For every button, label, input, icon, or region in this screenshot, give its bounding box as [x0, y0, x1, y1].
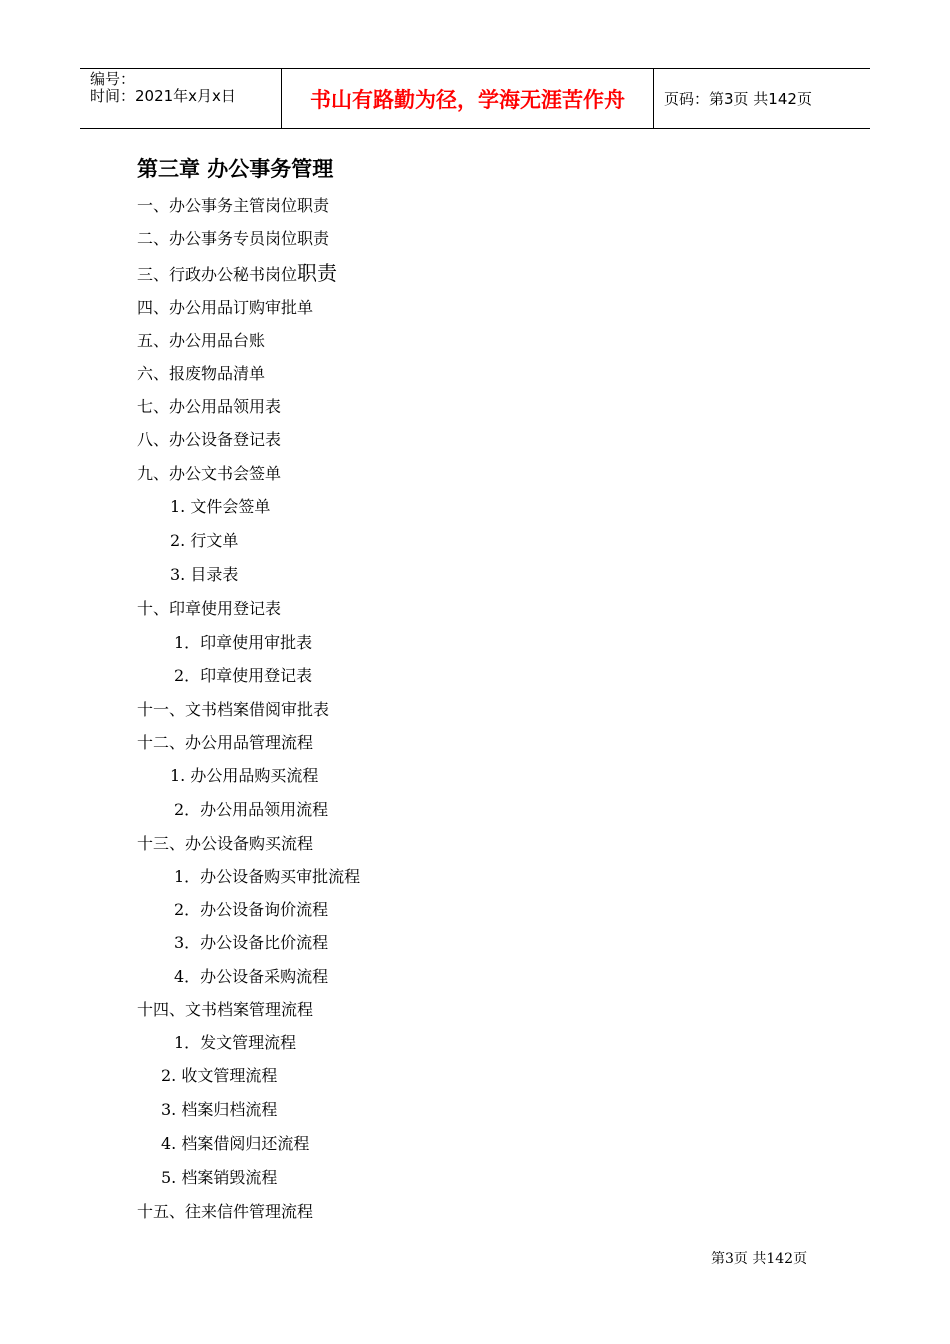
toc-subitem: 3．办公设备比价流程 — [174, 933, 329, 952]
toc-subitem: 2．办公用品领用流程 — [174, 800, 329, 819]
toc-subitem: 3. 目录表 — [170, 565, 239, 584]
toc-subitem: 2．印章使用登记表 — [174, 666, 313, 685]
toc-item: 十二、办公用品管理流程 — [137, 733, 314, 752]
toc-item: 十三、办公设备购买流程 — [137, 834, 314, 853]
toc-subitem: 2. 行文单 — [170, 531, 239, 550]
toc-item: 十、印章使用登记表 — [137, 599, 282, 618]
toc-item: 九、办公文书会签单 — [137, 464, 282, 483]
toc-item: 八、办公设备登记表 — [137, 430, 282, 449]
header-time-label: 时间：2021年x月x日 — [90, 87, 236, 105]
toc-subitem: 4．办公设备采购流程 — [174, 967, 329, 986]
toc-subitem: 4. 档案借阅归还流程 — [161, 1134, 310, 1153]
toc-item: 十五、往来信件管理流程 — [137, 1202, 314, 1221]
toc-item: 二、办公事务专员岗位职责 — [137, 229, 330, 248]
header-meta — [80, 69, 281, 128]
header-motto: 书山有路勤为径，学海无涯苦作舟 — [281, 69, 654, 128]
toc-item: 三、行政办公秘书岗位职责 — [137, 261, 338, 285]
toc-item: 一、办公事务主管岗位职责 — [137, 196, 330, 215]
header-page-info: 页码：第3页 共142页 — [664, 90, 812, 108]
toc-subitem: 5. 档案销毁流程 — [161, 1168, 278, 1187]
document-header — [80, 68, 870, 129]
toc-subitem: 2. 收文管理流程 — [161, 1066, 278, 1085]
toc-subitem: 3. 档案归档流程 — [161, 1100, 278, 1119]
toc-item: 四、办公用品订购审批单 — [137, 298, 314, 317]
toc-subitem: 1．办公设备购买审批流程 — [174, 867, 361, 886]
toc-item: 十四、文书档案管理流程 — [137, 1000, 314, 1019]
toc-subitem: 1. 文件会签单 — [170, 497, 271, 516]
page-footer: 第3页 共142页 — [711, 1251, 808, 1267]
toc-subitem: 1．印章使用审批表 — [174, 633, 313, 652]
toc-item: 五、办公用品台账 — [137, 331, 266, 350]
toc-item: 十一、文书档案借阅审批表 — [137, 700, 330, 719]
toc-item: 七、办公用品领用表 — [137, 397, 282, 416]
toc-subitem: 1. 办公用品购买流程 — [170, 766, 319, 785]
header-number-label: 编号： — [90, 70, 136, 88]
toc-subitem: 2．办公设备询价流程 — [174, 900, 329, 919]
toc-item: 六、报废物品清单 — [137, 364, 266, 383]
toc-subitem: 1．发文管理流程 — [174, 1033, 297, 1052]
chapter-title: 第三章 办公事务管理 — [137, 157, 334, 181]
